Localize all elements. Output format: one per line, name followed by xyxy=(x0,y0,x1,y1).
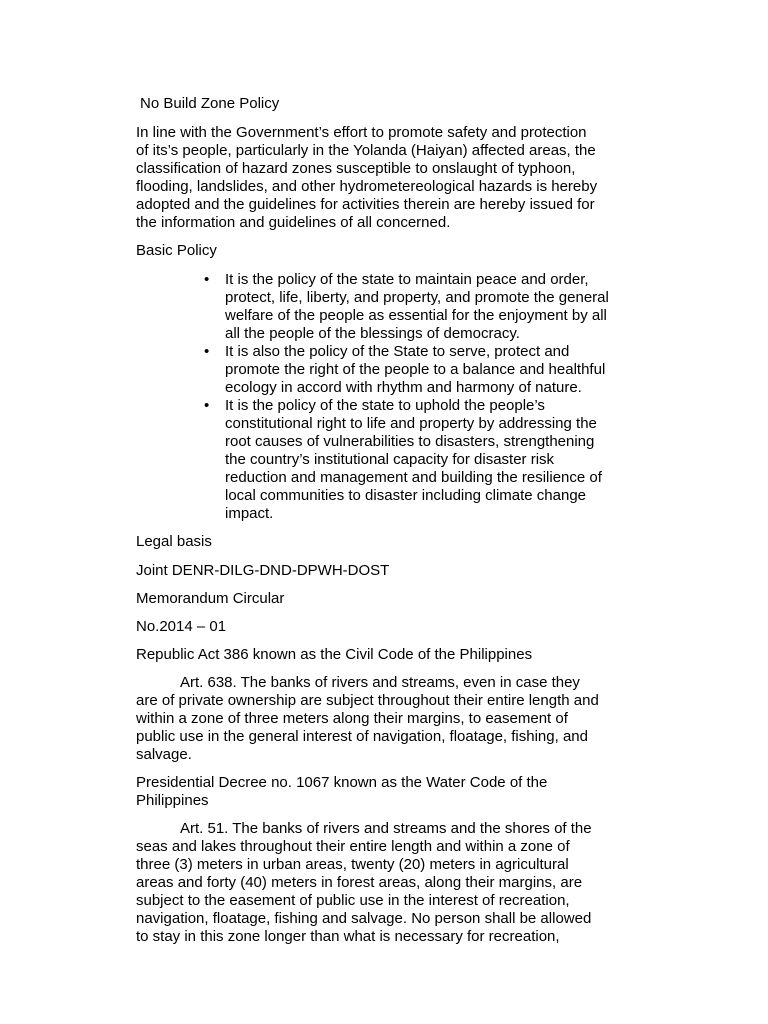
article-51-line: seas and lakes throughout their entire length and within a zone of xyxy=(136,838,570,855)
memorandum-circular-label: Memorandum Circular xyxy=(136,590,285,607)
circular-number: No.2014 – 01 xyxy=(136,618,227,635)
bullet-line: impact. xyxy=(225,505,274,522)
bullet-line: constitutional right to life and property by addressing the xyxy=(225,415,597,432)
bullet-line: the country’s institutional capacity for disaster risk xyxy=(225,451,555,468)
bullet-line: protect, life, liberty, and property, and promote the general xyxy=(225,289,609,306)
article-51-line: Art. 51. The banks of rivers and streams and the shores of the xyxy=(180,820,592,837)
bullet-line: local communities to disaster including climate change xyxy=(225,487,587,504)
policy-bullet-item xyxy=(136,271,708,343)
bullet-line: promote the right of the people to a balance and healthful xyxy=(225,361,606,378)
bullet-line: all the people of the blessings of democracy. xyxy=(225,325,520,342)
intro-line: classification of hazard zones susceptible to onslaught of typhoon, xyxy=(136,160,576,177)
bullet-line: It is the policy of the state to maintain peace and order, xyxy=(225,271,589,288)
policy-bullet-list xyxy=(136,271,708,523)
legal-basis-heading: Legal basis xyxy=(136,533,212,550)
article-638-line: Art. 638. The banks of rivers and streams, even in case they xyxy=(180,674,580,691)
water-code-line: Presidential Decree no. 1067 known as the Water Code of the xyxy=(136,774,548,791)
article-638-line: are of private ownership are subject throughout their entire length and xyxy=(136,692,599,709)
article-51-line: to stay in this zone longer than what is necessary for recreation, xyxy=(136,928,560,945)
article-51-line: subject to the easement of public use in the interest of recreation, xyxy=(136,892,570,909)
article-638-line: public use in the general interest of navigation, floatage, fishing, and xyxy=(136,728,588,745)
bullet-line: It is also the policy of the State to serve, protect and xyxy=(225,343,570,360)
document-body xyxy=(136,95,708,956)
bullet-line: welfare of the people as essential for the enjoyment by all xyxy=(225,307,607,324)
document-title: No Build Zone Policy xyxy=(140,95,280,112)
bullet-line: ecology in accord with rhythm and harmony of nature. xyxy=(225,379,582,396)
policy-bullet-item xyxy=(136,397,708,523)
article-638-paragraph xyxy=(136,674,708,764)
intro-paragraph xyxy=(136,124,708,232)
article-638-line: within a zone of three meters along their margins, to easement of xyxy=(136,710,568,727)
water-code-line: Philippines xyxy=(136,792,209,809)
bullet-line: reduction and management and building the resilience of xyxy=(225,469,602,486)
basic-policy-heading: Basic Policy xyxy=(136,242,217,259)
water-code-heading xyxy=(136,774,708,810)
article-51-line: three (3) meters in urban areas, twenty (20) meters in agricultural xyxy=(136,856,569,873)
civil-code-heading: Republic Act 386 known as the Civil Code of the Philippines xyxy=(136,646,533,663)
intro-line: the information and guidelines of all concerned. xyxy=(136,214,451,231)
article-51-line: areas and forty (40) meters in forest areas, along their margins, are xyxy=(136,874,583,891)
intro-line: of its’s people, particularly in the Yolanda (Haiyan) affected areas, the xyxy=(136,142,596,159)
intro-line: flooding, landslides, and other hydrometereological hazards is hereby xyxy=(136,178,598,195)
bullet-icon: • xyxy=(204,343,210,360)
bullet-icon: • xyxy=(204,397,210,414)
joint-circular-label: Joint DENR-DILG-DND-DPWH-DOST xyxy=(136,562,390,579)
bullet-line: root causes of vulnerabilities to disasters, strengthening xyxy=(225,433,595,450)
policy-bullet-item xyxy=(136,343,708,397)
bullet-icon: • xyxy=(204,271,210,288)
article-51-line: navigation, floatage, fishing and salvage. No person shall be allowed xyxy=(136,910,592,927)
bullet-line: It is the policy of the state to uphold the people’s xyxy=(225,397,545,414)
intro-line: adopted and the guidelines for activities therein are hereby issued for xyxy=(136,196,595,213)
article-638-line: salvage. xyxy=(136,746,192,763)
article-51-paragraph xyxy=(136,820,708,946)
intro-line: In line with the Government’s effort to promote safety and protection xyxy=(136,124,587,141)
